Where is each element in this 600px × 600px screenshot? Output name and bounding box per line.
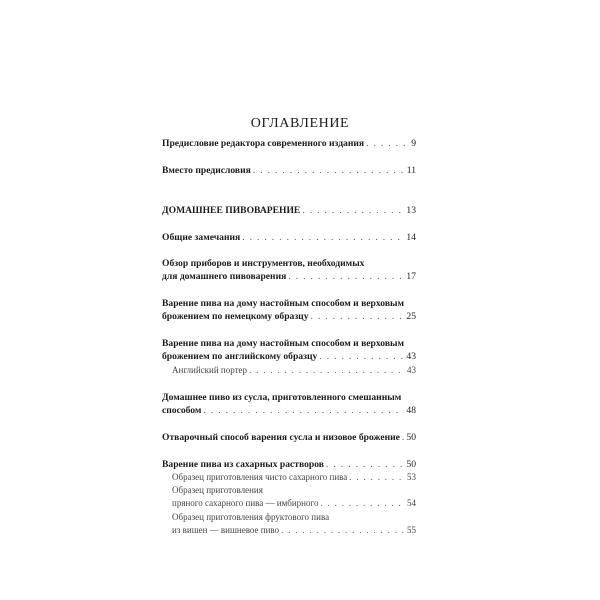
toc-entry-text: Предисловие редактора современного издания <box>162 138 365 149</box>
leader-dots <box>326 458 404 471</box>
toc-page-number: 50 <box>406 432 416 443</box>
leader-dots <box>402 431 404 444</box>
toc-page-number: 55 <box>407 525 416 535</box>
toc-entry-general-remarks[interactable] <box>162 231 416 244</box>
toc-page-number: 25 <box>406 311 416 322</box>
toc-page-number: 43 <box>407 365 416 375</box>
toc-page-number: 13 <box>406 205 416 216</box>
toc-title: ОГЛАВЛЕНИЕ <box>250 116 350 131</box>
leader-dots <box>281 524 405 537</box>
toc-entry-cherry-beer[interactable] <box>172 511 416 537</box>
toc-entry-sugar-solutions[interactable] <box>162 458 416 471</box>
leader-dots <box>242 231 404 244</box>
toc-entry-pure-sugar-beer[interactable] <box>172 471 416 484</box>
leader-dots <box>203 404 404 417</box>
leader-dots <box>253 164 405 177</box>
toc-entry-text: брожением по немецкому образцу <box>162 311 309 322</box>
toc-entry-text: Английский портер <box>172 365 248 375</box>
toc-entry-text: Образец приготовления фруктового пива <box>172 512 330 522</box>
toc-entry-text: для домашнего пивоварения <box>162 271 287 282</box>
leader-dots <box>320 497 405 510</box>
toc-entry-text: из вишен — вишневое пиво <box>172 525 280 535</box>
leader-dots <box>349 471 405 484</box>
toc-entry-ginger-beer[interactable] <box>172 484 416 510</box>
toc-entry-text: Варение пива на дому настойным способом и верховым <box>162 338 405 349</box>
toc-entry-text: Домашнее пиво из сусла, приготовленного смешанным <box>162 392 402 403</box>
toc-entry-text: Образец приготовления <box>172 485 263 495</box>
toc-entry-text: пряного сахарного пива — имбирного <box>172 498 319 508</box>
toc-entry-text: Вместо предисловия <box>162 165 251 176</box>
leader-dots <box>366 137 409 150</box>
toc-entry-tools-overview[interactable] <box>162 257 416 283</box>
toc-entry-text: Образец приготовления чисто сахарного пива <box>172 472 348 482</box>
toc-page-number: 54 <box>407 498 416 508</box>
toc-entry-home-brewing[interactable] <box>162 204 416 217</box>
toc-page-number: 17 <box>406 271 416 282</box>
toc-entry-text: Общие замечания <box>162 232 241 243</box>
toc-entry-text: брожением по английскому образцу <box>162 351 318 362</box>
toc-page-number: 43 <box>406 351 416 362</box>
toc-page-number: 48 <box>406 405 416 416</box>
toc-entry-editor-preface[interactable] <box>162 137 416 150</box>
toc-page-number: 53 <box>407 472 416 482</box>
toc-entry-text: Обзор приборов и инструментов, необходимых <box>162 258 365 269</box>
toc-entry-english-method[interactable] <box>162 337 416 363</box>
toc-entry-text: Отварочный способ варения сусла и низовое брожение <box>162 432 400 443</box>
leader-dots <box>302 204 404 217</box>
toc-page-number: 9 <box>411 138 416 149</box>
toc-entry-text: Варение пива на дому настойным способом и верховым <box>162 298 405 309</box>
leader-dots <box>311 310 405 323</box>
toc-entry-german-method[interactable] <box>162 297 416 323</box>
leader-dots <box>288 270 404 283</box>
leader-dots <box>319 350 404 363</box>
toc-page-number: 14 <box>406 232 416 243</box>
toc-entry-text: способом <box>162 405 202 416</box>
toc-entry-text: Варение пива из сахарных растворов <box>162 459 324 470</box>
toc-entry-mixed-method[interactable] <box>162 391 416 417</box>
toc-entry-text: ДОМАШНЕЕ ПИВОВАРЕНИЕ <box>162 205 301 216</box>
toc-entry-english-porter[interactable] <box>172 364 416 377</box>
toc-page-number: 50 <box>406 459 416 470</box>
leader-dots <box>249 364 405 377</box>
toc-entry-instead-of-preface[interactable] <box>162 164 416 177</box>
toc-entry-decoction-method[interactable] <box>162 431 416 444</box>
toc-page-number: 11 <box>406 165 416 176</box>
